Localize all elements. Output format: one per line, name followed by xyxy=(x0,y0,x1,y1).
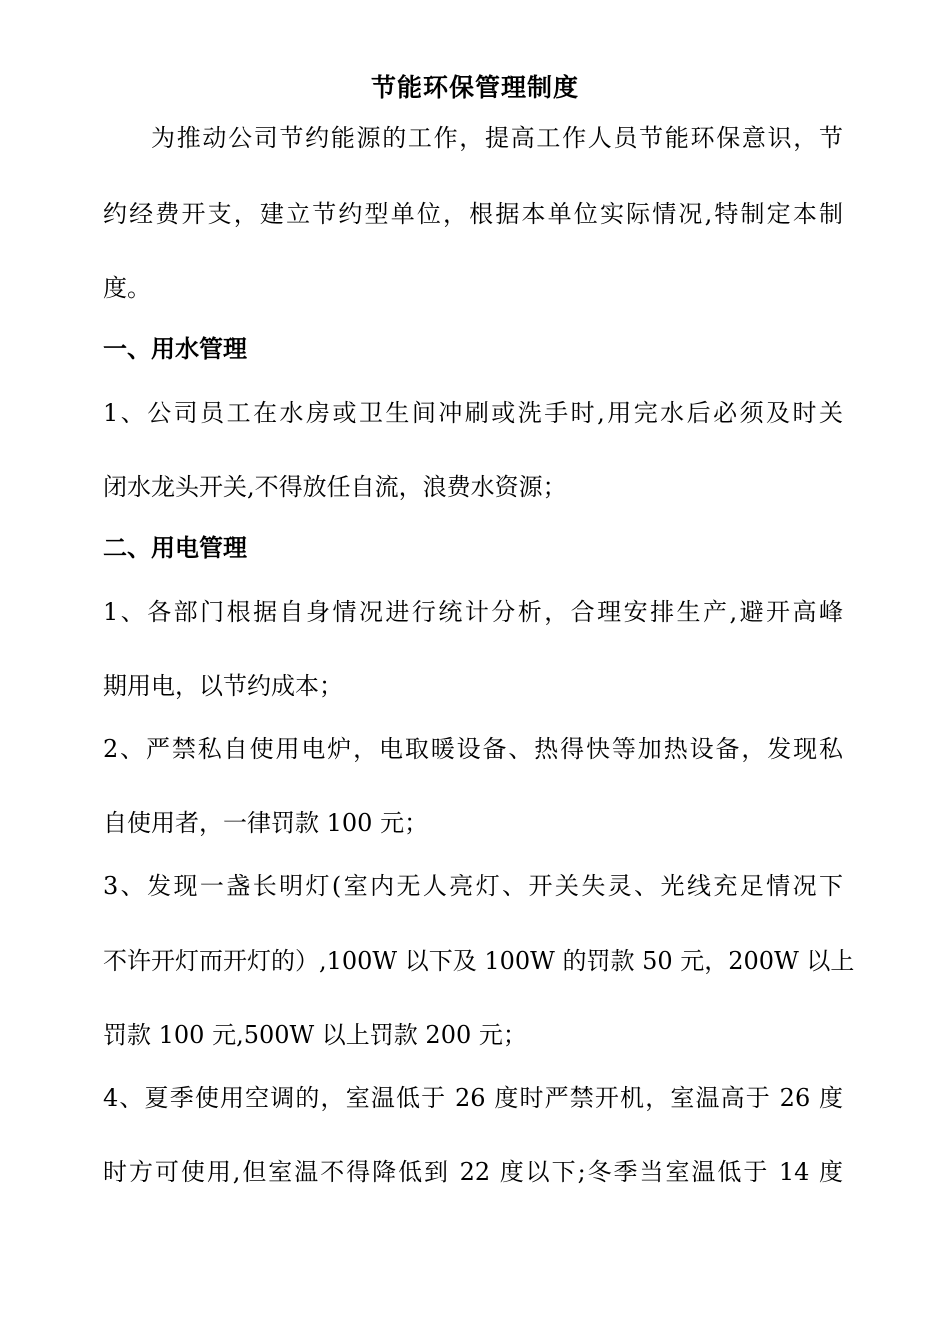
intro-line-2: 约经费开支，建立节约型单位，根据本单位实际情况,特制定本制 xyxy=(103,200,843,228)
electricity-line-4: 自使用者，一律罚款 100 元； xyxy=(103,809,429,837)
water-line-1: 1、公司员工在水房或卫生间冲刷或洗手时,用完水后必须及时关 xyxy=(103,399,843,427)
electricity-line-3: 2、严禁私自使用电炉，电取暖设备、热得快等加热设备，发现私 xyxy=(103,735,843,763)
electricity-line-7: 罚款 100 元,500W 以上罚款 200 元； xyxy=(103,1021,527,1049)
intro-line-1: 为推动公司节约能源的工作，提高工作人员节能环保意识，节 xyxy=(151,124,843,152)
electricity-line-5: 3、发现一盏长明灯(室内无人亮灯、开关失灵、光线充足情况下 xyxy=(103,872,843,900)
section-heading-water: 一、用水管理 xyxy=(103,335,247,363)
electricity-line-2: 期用电，以节约成本； xyxy=(103,672,343,700)
electricity-line-6: 不许开灯而开灯的）,100W 以下及 100W 的罚款 50 元，200W 以上 xyxy=(103,947,855,975)
document-title: 节能环保管理制度 xyxy=(370,73,579,102)
water-line-2: 闭水龙头开关,不得放任自流，浪费水资源； xyxy=(103,473,567,501)
intro-line-3: 度。 xyxy=(103,274,151,302)
section-heading-electricity: 二、用电管理 xyxy=(103,534,247,562)
electricity-line-9: 时方可使用,但室温不得降低到 22 度以下;冬季当室温低于 14 度 xyxy=(103,1158,843,1186)
electricity-line-8: 4、夏季使用空调的，室温低于 26 度时严禁开机，室温高于 26 度 xyxy=(103,1084,843,1112)
electricity-line-1: 1、各部门根据自身情况进行统计分析，合理安排生产,避开高峰 xyxy=(103,598,843,626)
